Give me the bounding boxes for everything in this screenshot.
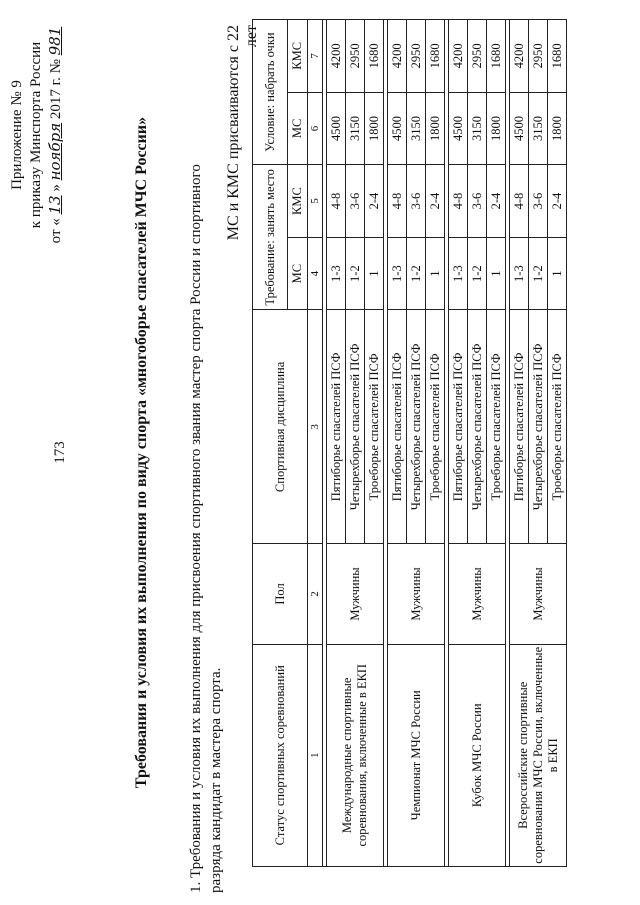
header-status: Статус спортивных соревнований	[253, 644, 308, 866]
place-ms-cell: 1-2	[529, 237, 548, 310]
points-ms-cell: 1800	[426, 92, 445, 165]
place-ms-cell: 1-3	[510, 237, 529, 310]
table-row	[510, 20, 529, 867]
points-ms-cell: 4500	[510, 92, 529, 165]
points-kms-cell: 4200	[510, 20, 529, 93]
page-number: 173	[52, 441, 68, 464]
appendix-title: Приложение № 9	[9, 80, 25, 190]
header-sex: Пол	[253, 544, 308, 644]
status-cell: Чемпионат МЧС России	[388, 644, 445, 866]
place-kms-cell: 2-4	[487, 165, 506, 238]
requirements-table	[252, 19, 567, 867]
header-points-kms: КМС	[288, 20, 308, 93]
discipline-cell: Пятиборье спасателей ПСФ	[327, 310, 346, 544]
place-ms-cell: 1	[426, 237, 445, 310]
age-note: МС и КМС присваиваются с 22 лет	[225, 25, 260, 241]
place-kms-cell: 3-6	[468, 165, 487, 238]
points-kms-cell: 1680	[487, 20, 506, 93]
points-ms-cell: 3150	[529, 92, 548, 165]
column-number: 5	[308, 165, 323, 238]
points-ms-cell: 1800	[487, 92, 506, 165]
discipline-cell: Троеборье спасателей ПСФ	[426, 310, 445, 544]
place-kms-cell: 4-8	[388, 165, 407, 238]
discipline-cell: Четырехборье спасателей ПСФ	[468, 310, 487, 544]
points-kms-cell: 2950	[346, 20, 365, 93]
points-kms-cell: 1680	[548, 20, 567, 93]
discipline-cell: Пятиборье спасателей ПСФ	[510, 310, 529, 544]
document-title: Требования и условия их выполнения по виду спорта «многоборье спасателей МЧС России»	[133, 116, 150, 789]
header-points-ms: МС	[288, 92, 308, 165]
place-ms-cell: 1-3	[327, 237, 346, 310]
sex-cell: Мужчины	[327, 544, 384, 644]
table-row	[327, 20, 346, 867]
date-year: 2017 г. №	[48, 59, 64, 120]
table-row	[449, 20, 468, 867]
points-kms-cell: 4200	[327, 20, 346, 93]
points-kms-cell: 4200	[388, 20, 407, 93]
points-kms-cell: 2950	[407, 20, 426, 93]
points-ms-cell: 1800	[548, 92, 567, 165]
place-ms-cell: 1	[487, 237, 506, 310]
date-day: 13	[46, 195, 64, 215]
place-ms-cell: 1	[365, 237, 384, 310]
discipline-cell: Троеборье спасателей ПСФ	[487, 310, 506, 544]
column-number: 4	[308, 237, 323, 310]
status-cell: Всероссийские спортивные соревнования МЧС России, включенные в ЕКП	[510, 644, 567, 866]
date-mid: »	[48, 184, 64, 192]
points-ms-cell: 4500	[327, 92, 346, 165]
place-kms-cell: 3-6	[529, 165, 548, 238]
column-number: 2	[308, 544, 323, 644]
points-ms-cell: 3150	[346, 92, 365, 165]
date-month: ноября	[46, 122, 64, 181]
intro-paragraph: 1. Требования и условия их выполнения для присвоения спортивного звания мастер спорта России и спортивного разряда кандидат в мастера спорта.	[188, 164, 224, 893]
appendix-order: к приказу Минспорта России	[28, 41, 44, 229]
place-kms-cell: 2-4	[426, 165, 445, 238]
points-kms-cell: 4200	[449, 20, 468, 93]
header-points-condition: Условие: набрать очки	[253, 20, 288, 165]
sex-cell: Мужчины	[510, 544, 567, 644]
appendix-block	[8, 15, 66, 255]
header-place-ms: МС	[288, 237, 308, 310]
place-ms-cell: 1-2	[346, 237, 365, 310]
place-kms-cell: 3-6	[407, 165, 426, 238]
column-number: 7	[308, 20, 323, 93]
place-kms-cell: 2-4	[548, 165, 567, 238]
place-kms-cell: 4-8	[510, 165, 529, 238]
points-ms-cell: 4500	[449, 92, 468, 165]
date-prefix: от «	[48, 218, 64, 244]
sex-cell: Мужчины	[388, 544, 445, 644]
points-kms-cell: 1680	[426, 20, 445, 93]
column-numbers-row	[308, 20, 323, 867]
discipline-cell: Четырехборье спасателей ПСФ	[407, 310, 426, 544]
status-cell: Международные спортивные соревнования, включенные в ЕКП	[327, 644, 384, 866]
discipline-cell: Троеборье спасателей ПСФ	[365, 310, 384, 544]
points-ms-cell: 3150	[468, 92, 487, 165]
points-ms-cell: 3150	[407, 92, 426, 165]
place-kms-cell: 3-6	[346, 165, 365, 238]
column-number: 1	[308, 644, 323, 866]
sex-cell: Мужчины	[449, 544, 506, 644]
points-kms-cell: 2950	[468, 20, 487, 93]
column-number: 6	[308, 92, 323, 165]
discipline-cell: Троеборье спасателей ПСФ	[548, 310, 567, 544]
place-ms-cell: 1-3	[388, 237, 407, 310]
points-kms-cell: 1680	[365, 20, 384, 93]
order-number: 981	[46, 26, 64, 56]
place-kms-cell: 2-4	[365, 165, 384, 238]
place-ms-cell: 1-3	[449, 237, 468, 310]
points-ms-cell: 4500	[388, 92, 407, 165]
discipline-cell: Четырехборье спасателей ПСФ	[529, 310, 548, 544]
discipline-cell: Пятиборье спасателей ПСФ	[388, 310, 407, 544]
points-ms-cell: 1800	[365, 92, 384, 165]
place-kms-cell: 4-8	[327, 165, 346, 238]
column-number: 3	[308, 310, 323, 544]
discipline-cell: Четырехборье спасателей ПСФ	[346, 310, 365, 544]
header-discipline: Спортивная дисциплина	[253, 310, 308, 544]
table-row	[388, 20, 407, 867]
appendix-date-line	[46, 15, 66, 255]
place-ms-cell: 1	[548, 237, 567, 310]
header-place-requirement: Требование: занять место	[253, 165, 288, 310]
place-kms-cell: 4-8	[449, 165, 468, 238]
place-ms-cell: 1-2	[468, 237, 487, 310]
header-place-kms: КМС	[288, 165, 308, 238]
points-kms-cell: 2950	[529, 20, 548, 93]
status-cell: Кубок МЧС России	[449, 644, 506, 866]
table-header-row	[253, 20, 288, 867]
discipline-cell: Пятиборье спасателей ПСФ	[449, 310, 468, 544]
place-ms-cell: 1-2	[407, 237, 426, 310]
